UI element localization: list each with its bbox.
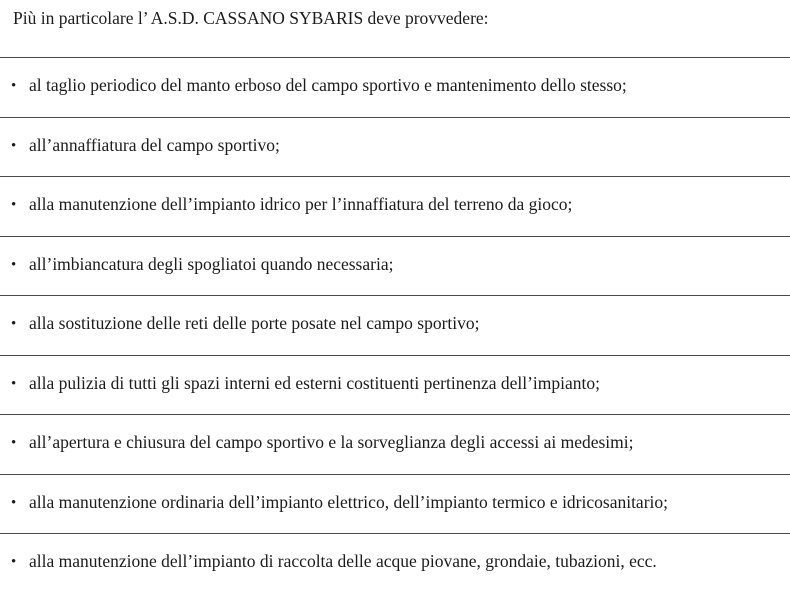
- bullet-icon: •: [11, 78, 17, 94]
- list-item-text: al taglio periodico del manto erboso del campo sportivo e mantenimento dello stesso;: [29, 75, 627, 95]
- list-item-text: alla pulizia di tutti gli spazi interni ed esterni costituenti pertinenza dell’impianto;: [29, 372, 601, 393]
- bullet-icon: •: [11, 316, 17, 332]
- list-item: [0, 533, 790, 593]
- list-item: [0, 295, 790, 355]
- bullet-icon: •: [11, 435, 17, 451]
- list-item: [0, 355, 790, 415]
- bullet-icon: •: [11, 375, 17, 392]
- bullet-icon: •: [11, 554, 17, 570]
- list-item: [0, 57, 790, 117]
- list-item-text: alla manutenzione ordinaria dell’impianto elettrico, dell’impianto termico e idricosanitario;: [29, 491, 669, 512]
- list-item-text: all’annaffiatura del campo sportivo;: [29, 134, 280, 155]
- list-item: [0, 117, 790, 177]
- bullet-icon: •: [11, 256, 17, 273]
- list-item-text: all’apertura e chiusura del campo sportivo e la sorveglianza degli accessi ai medesimi;: [29, 432, 634, 452]
- bullet-icon: •: [11, 197, 17, 213]
- list-item-text: alla manutenzione dell’impianto idrico per l’innaffiatura del terreno da gioco;: [29, 194, 573, 214]
- list-item: [0, 414, 790, 474]
- bullet-icon: •: [11, 137, 17, 154]
- list-item-text: alla manutenzione dell’impianto di raccolta delle acque piovane, grondaie, tubazioni, ecc.: [29, 551, 657, 571]
- list-item: [0, 474, 790, 534]
- list-item: [0, 176, 790, 236]
- intro-paragraph: Più in particolare l’ A.S.D. CASSANO SYBARIS deve provvedere:: [13, 8, 489, 28]
- bullet-icon: •: [11, 494, 17, 511]
- obligations-list: [0, 57, 790, 593]
- list-item-text: alla sostituzione delle reti delle porte posate nel campo sportivo;: [29, 313, 480, 333]
- list-item-text: all’imbiancatura degli spogliatoi quando necessaria;: [29, 253, 394, 274]
- list-item: [0, 236, 790, 296]
